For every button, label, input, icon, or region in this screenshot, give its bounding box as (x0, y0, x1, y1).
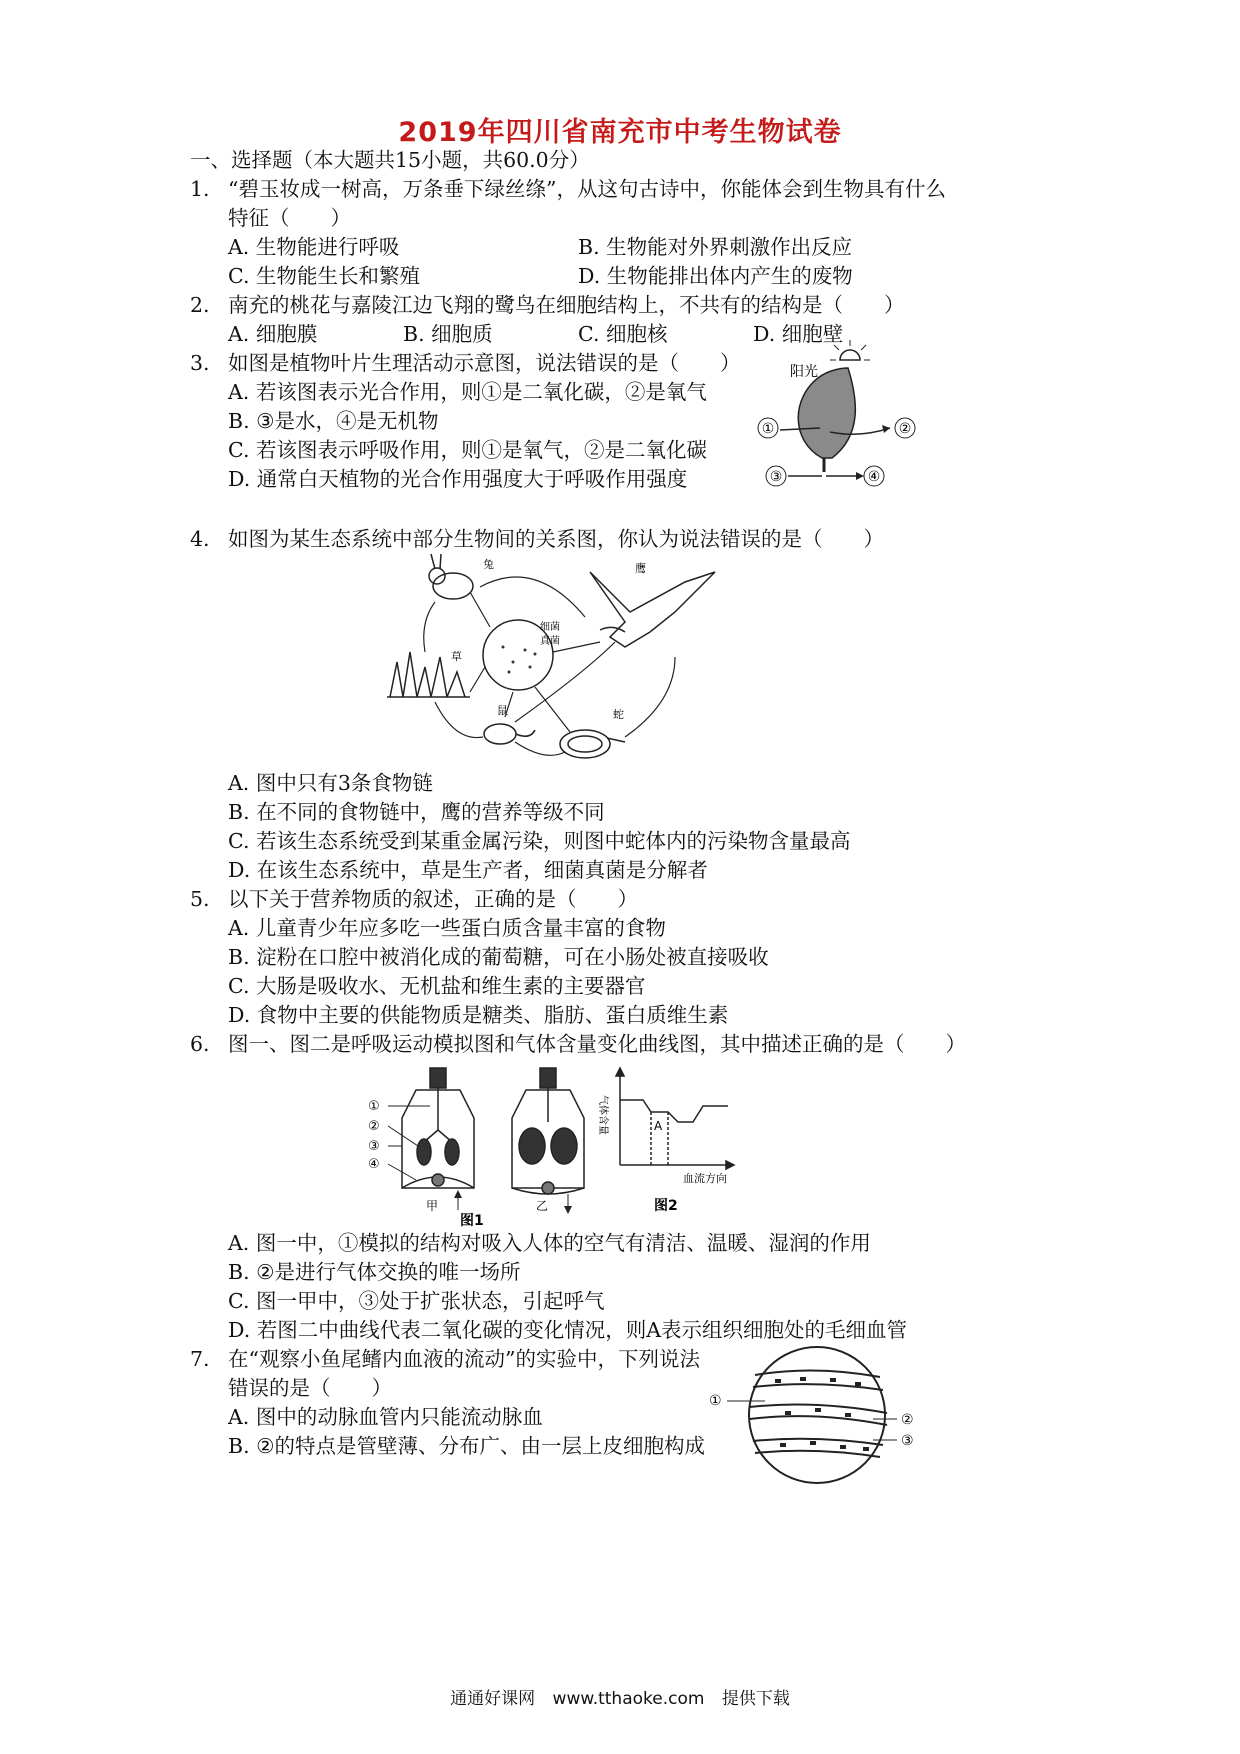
label-3: ③ (769, 469, 783, 485)
question-stem: 以下关于营养物质的叙述，正确的是（ ） (228, 887, 638, 911)
question-stem: 图一、图二是呼吸运动模拟图和气体含量变化曲线图，其中描述正确的是（ ） (228, 1032, 966, 1056)
eagle-icon (590, 572, 715, 647)
question-stem-cont: 特征（ ） (228, 206, 351, 230)
question-stem: 如图是植物叶片生理活动示意图，说法错误的是（ ） (228, 351, 741, 375)
question-number: 7. (190, 1347, 210, 1371)
snake-label: 蛇 (613, 708, 624, 721)
yi-label: 乙 (536, 1199, 549, 1213)
option-a[interactable]: A. 若该图表示光合作用，则①是二氧化碳，②是氧气 (228, 380, 707, 404)
label-1: ① (761, 421, 775, 437)
option-a[interactable]: A. 图一中，①模拟的结构对吸入人体的空气有清洁、温暖、湿润的作用 (228, 1231, 871, 1255)
bacteria-dots (502, 646, 537, 674)
option-b[interactable]: B. ③是水，④是无机物 (228, 409, 439, 433)
rabbit-label: 兔 (483, 558, 494, 571)
question-stem-cont: 错误的是（ ） (228, 1376, 392, 1400)
fungi-label: 真菌 (540, 636, 560, 647)
fish-tail-blood-flow-figure (705, 1345, 925, 1485)
question-number: 4. (190, 527, 210, 551)
option-c[interactable]: C. 图一甲中，③处于扩张状态，引起呼气 (228, 1289, 605, 1313)
question-number: 6. (190, 1032, 210, 1056)
breathing-model-figure (368, 1060, 743, 1230)
label-3: ③ (901, 1433, 914, 1449)
food-web-diagram (385, 552, 720, 772)
grass-label: 草 (451, 650, 462, 663)
option-b[interactable]: B. 淀粉在口腔中被消化成的葡萄糖，可在小肠处被直接吸收 (228, 945, 769, 969)
question-number: 1. (190, 177, 210, 201)
leaf-diagram (750, 340, 930, 500)
food-web-arrows (424, 577, 675, 755)
sun-icon (830, 340, 870, 360)
y-axis-label: 气体含量 (597, 1095, 608, 1135)
label-3: ③ (368, 1139, 380, 1154)
option-d[interactable]: D. 通常白天植物的光合作用强度大于呼吸作用强度 (228, 467, 688, 491)
figure-2-caption: 图2 (654, 1198, 678, 1214)
page-footer (0, 1684, 1240, 1709)
option-d[interactable]: D. 在该生态系统中，草是生产者，细菌真菌是分解者 (228, 858, 708, 882)
graph-point-a: A (654, 1119, 663, 1133)
option-b[interactable]: B. ②是进行气体交换的唯一场所 (228, 1260, 521, 1284)
option-d[interactable]: D. 生物能排出体内产生的废物 (578, 264, 853, 288)
sun-label: 阳光 (790, 364, 818, 380)
jia-label: 甲 (426, 1199, 439, 1213)
question-stem: “碧玉妆成一树高，万条垂下绿丝绦”，从这句古诗中，你能体会到生物具有什么 (228, 177, 946, 201)
option-b[interactable]: B. 在不同的食物链中，鹰的营养等级不同 (228, 800, 605, 824)
bacteria-label: 细菌 (540, 622, 560, 633)
option-c[interactable]: C. 若该图表示呼吸作用，则①是氧气，②是二氧化碳 (228, 438, 707, 462)
mouse-icon (484, 724, 535, 744)
label-2: ② (901, 1412, 914, 1428)
option-b[interactable]: B. 细胞质 (403, 322, 493, 346)
rabbit-icon (429, 554, 473, 599)
question-number: 3. (190, 351, 210, 375)
microscope-field (749, 1347, 885, 1483)
question-stem: 南充的桃花与嘉陵江边飞翔的鹭鸟在细胞结构上，不共有的结构是（ ） (228, 293, 905, 317)
footer-note: 提供下载 (721, 1689, 790, 1709)
option-a[interactable]: A. 生物能进行呼吸 (228, 235, 400, 259)
figure-1-caption: 图1 (460, 1213, 484, 1229)
question-number: 2. (190, 293, 210, 317)
option-a[interactable]: A. 图中的动脉血管内只能流动脉血 (228, 1405, 543, 1429)
bell-jar-yi (512, 1068, 584, 1194)
label-2: ② (898, 421, 912, 437)
question-number: 5. (190, 887, 210, 911)
option-a[interactable]: A. 图中只有3条食物链 (228, 771, 433, 795)
leaf-shape (798, 368, 855, 458)
footer-url[interactable]: www.tthaoke.com (552, 1689, 705, 1709)
question-stem: 在“观察小鱼尾鳍内血液的流动”的实验中，下列说法 (228, 1347, 700, 1371)
mouse-label: 鼠 (497, 704, 508, 717)
label-1: ① (368, 1099, 380, 1114)
option-c[interactable]: C. 生物能生长和繁殖 (228, 264, 420, 288)
label-4: ④ (867, 469, 881, 485)
label-1: ① (709, 1393, 722, 1409)
section-heading: 一、选择题（本大题共15小题，共60.0分） (190, 148, 590, 172)
option-b[interactable]: B. ②的特点是管壁薄、分布广、由一层上皮细胞构成 (228, 1434, 705, 1458)
label-4: ④ (368, 1157, 380, 1172)
option-d[interactable]: D. 若图二中曲线代表二氧化碳的变化情况，则A表示组织细胞处的毛细血管 (228, 1318, 908, 1342)
bell-jar-jia (402, 1068, 474, 1188)
option-c[interactable]: C. 若该生态系统受到某重金属污染，则图中蛇体内的污染物含量最高 (228, 829, 851, 853)
snake-icon (560, 730, 625, 758)
option-a[interactable]: A. 儿童青少年应多吃一些蛋白质含量丰富的食物 (228, 916, 666, 940)
gas-content-graph (616, 1068, 734, 1169)
page-title: 2019年四川省南充市中考生物试卷 (398, 117, 842, 148)
x-axis-label: 血流方向 (683, 1172, 727, 1185)
label-2: ② (368, 1119, 380, 1134)
option-c[interactable]: C. 大肠是吸收水、无机盐和维生素的主要器官 (228, 974, 646, 998)
footer-site-name: 通通好课网 (450, 1689, 536, 1709)
question-stem: 如图为某生态系统中部分生物间的关系图，你认为说法错误的是（ ） (228, 527, 884, 551)
option-d[interactable]: D. 食物中主要的供能物质是糖类、脂肪、蛋白质维生素 (228, 1003, 729, 1027)
option-c[interactable]: C. 细胞核 (578, 322, 668, 346)
option-a[interactable]: A. 细胞膜 (228, 322, 318, 346)
option-d[interactable]: D. 细胞壁 (753, 322, 844, 346)
eagle-label: 鹰 (635, 562, 646, 575)
option-b[interactable]: B. 生物能对外界刺激作出反应 (578, 235, 853, 259)
blood-vessels (749, 1370, 887, 1457)
